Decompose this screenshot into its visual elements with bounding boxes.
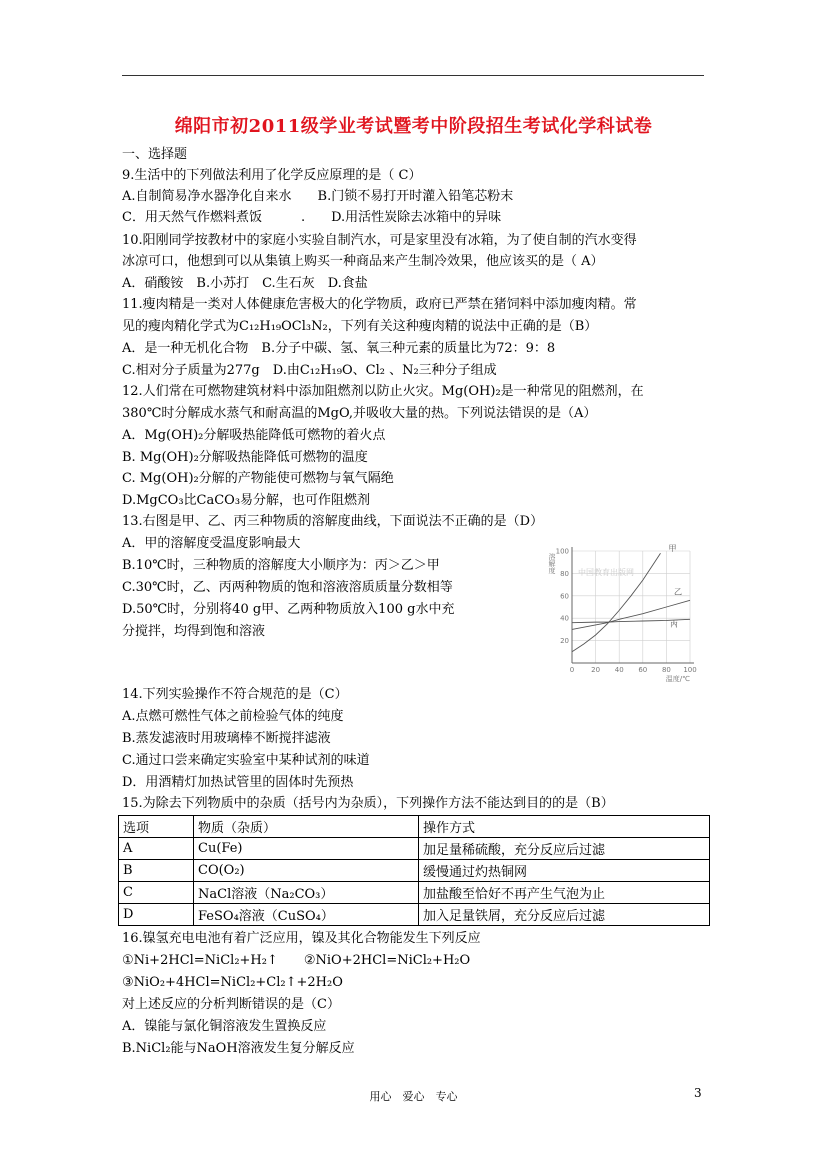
y-tick-label: 20 [560,637,569,646]
x-tick-label: 40 [614,666,624,674]
q13-option-b: B.10℃时，三种物质的溶解度大小顺序为：丙＞乙＞甲 [122,558,440,573]
q10-options: A．硝酸铵 B.小苏打 C.生石灰 D.食盐 [122,276,368,291]
q16-prompt: 对上述反应的分析判断错误的是（C） [122,997,340,1012]
table-row [119,882,710,904]
q16-option-a: A．镍能与氯化铜溶液发生置换反应 [122,1019,327,1034]
question-10-line2: 冰凉可口，他想到可以从集镇上购买一种商品来产生制冷效果，他应该买的是（ A） [122,254,604,269]
q14-option-c: C.通过口尝来确定实验室中某种试剂的味道 [122,753,370,768]
table-cell: Cu(Fe) [194,838,419,860]
question-14: 14.下列实验操作不符合规范的是（C） [122,687,348,702]
x-tick-label: 100 [683,666,697,674]
series-label: 乙 [674,587,682,597]
q13-option-a: A．甲的溶解度受温度影响最大 [122,536,301,551]
table-row [119,904,710,926]
y-axis-label: 溶解度 [548,553,556,574]
x-tick-label: 0 [569,666,575,674]
question-12-line1: 12.人们常在可燃物建筑材料中添加阻燃剂以防止火灾。Mg(OH)₂是一种常见的阻燃剂，在 [122,384,644,399]
section-heading: 一、选择题 [122,147,188,162]
question-9: 9.生活中的下列做法利用了化学反应原理的是（ C） [122,168,422,183]
q16-option-b: B.NiCl₂能与NaOH溶液发生复分解反应 [122,1041,355,1056]
question-10-line1: 10.阳刚同学按教材中的家庭小实验自制汽水，可是家里没有冰箱，为了使自制的汽水变得 [122,233,637,248]
x-axis-label: 温度/℃ [665,675,690,683]
q14-option-d: D．用酒精灯加热试管里的固体时先预热 [122,775,354,790]
q12-option-c: C. Mg(OH)₂分解的产物能使可燃物与氧气隔绝 [122,471,394,486]
table-cell: C [119,882,194,904]
solubility-chart [548,543,703,688]
table-cell: FeSO₄溶液（CuSO₄） [194,904,419,926]
q12-option-d: D.MgCO₃比CaCO₃易分解，也可作阻燃剂 [122,493,371,508]
q12-option-b: B. Mg(OH)₂分解吸热能降低可燃物的温度 [122,450,368,465]
table-header-cell: 物质（杂质） [194,816,419,838]
q12-option-a: A．Mg(OH)₂分解吸热能降低可燃物的着火点 [122,428,386,443]
table-row [119,838,710,860]
table-cell: A [119,838,194,860]
question-13: 13.右图是甲、乙、丙三种物质的溶解度曲线，下面说法不正确的是（D） [122,514,544,529]
table-header-row [119,816,710,838]
table-cell: B [119,860,194,882]
table-row [119,860,710,882]
q13-option-d: D.50℃时，分别将40 g甲、乙两种物质放入100 g水中充 [122,602,455,617]
q9-options-ab: A.自制简易净水器净化自来水 B.门锁不易打开时灌入铅笔芯粉末 [122,189,514,204]
q11-options-ab: A．是一种无机化合物 B.分子中碳、氢、氧三种元素的质量比为72：9：8 [122,341,556,356]
x-tick-label: 20 [591,666,601,674]
q16-reaction-3: ③NiO₂+4HCl=NiCl₂+Cl₂↑+2H₂O [122,975,343,990]
table-cell: 加入足量铁屑，充分反应后过滤 [419,904,710,926]
q13-option-c: C.30℃时，乙、丙两种物质的饱和溶液溶质质量分数相等 [122,580,453,595]
q16-reactions-1-2: ①Ni+2HCl=NiCl₂+H₂↑ ②NiO+2HCl=NiCl₂+H₂O [122,953,471,968]
table-cell: CO(O₂) [194,860,419,882]
q14-option-a: A.点燃可燃性气体之前检验气体的纯度 [122,709,344,724]
x-tick-label: 60 [638,666,648,674]
y-tick-label: 80 [560,569,569,578]
chart-layer [548,544,697,683]
table-cell: D [119,904,194,926]
x-tick-label: 80 [661,666,671,674]
table-cell: 缓慢通过灼热铜网 [419,860,710,882]
question-15: 15.为除去下列物质中的杂质（括号内为杂质），下列操作方法不能达到目的的是（B） [122,796,614,811]
page-title: 绵阳市初2011级学业考试暨考中阶段招生考试化学科试卷 [174,116,653,137]
question-11-line1: 11.瘦肉精是一类对人体健康危害极大的化学物质，政府已严禁在猪饲料中添加瘦肉精。常 [122,297,637,312]
table-cell: 加足量稀硫酸，充分反应后过滤 [419,838,710,860]
question-16: 16.镍氢充电电池有着广泛应用，镍及其化合物能发生下列反应 [122,931,481,946]
y-tick-label: 100 [555,547,569,556]
q15-table [118,815,710,926]
table-cell: 加盐酸至恰好不再产生气泡为止 [419,882,710,904]
q11-options-cd: C.相对分子质量为277g D.由C₁₂H₁₉O、Cl₂ 、N₂三种分子组成 [122,363,497,378]
series-label: 甲 [668,544,677,554]
table-cell: NaCl溶液（Na₂CO₃） [194,882,419,904]
table-header-cell: 选项 [119,816,194,838]
table-header-cell: 操作方式 [419,816,710,838]
footer-motto: 用心 爱心 专心 [369,1090,458,1103]
q14-option-b: B.蒸发滤液时用玻璃棒不断搅拌滤液 [122,731,331,746]
watermark-text: 中国教育出版网 [578,568,634,577]
page-number: 3 [694,1086,702,1100]
question-11-line2: 见的瘦肉精化学式为C₁₂H₁₉OCl₃N₂，下列有关这种瘦肉精的说法中正确的是（B） [122,319,598,334]
y-tick-label: 40 [560,614,569,623]
q13-option-d-cont: 分搅拌，均得到饱和溶液 [122,624,266,639]
y-tick-label: 60 [560,592,569,601]
q9-options-cd: C．用天然气作燃料煮饭 . D.用活性炭除去冰箱中的异味 [122,210,502,225]
question-12-line2: 380℃时分解成水蒸气和耐高温的MgO,并吸收大量的热。下列说法错误的是（A） [122,406,597,421]
header-rule [122,75,704,76]
series-label: 丙 [670,619,678,629]
